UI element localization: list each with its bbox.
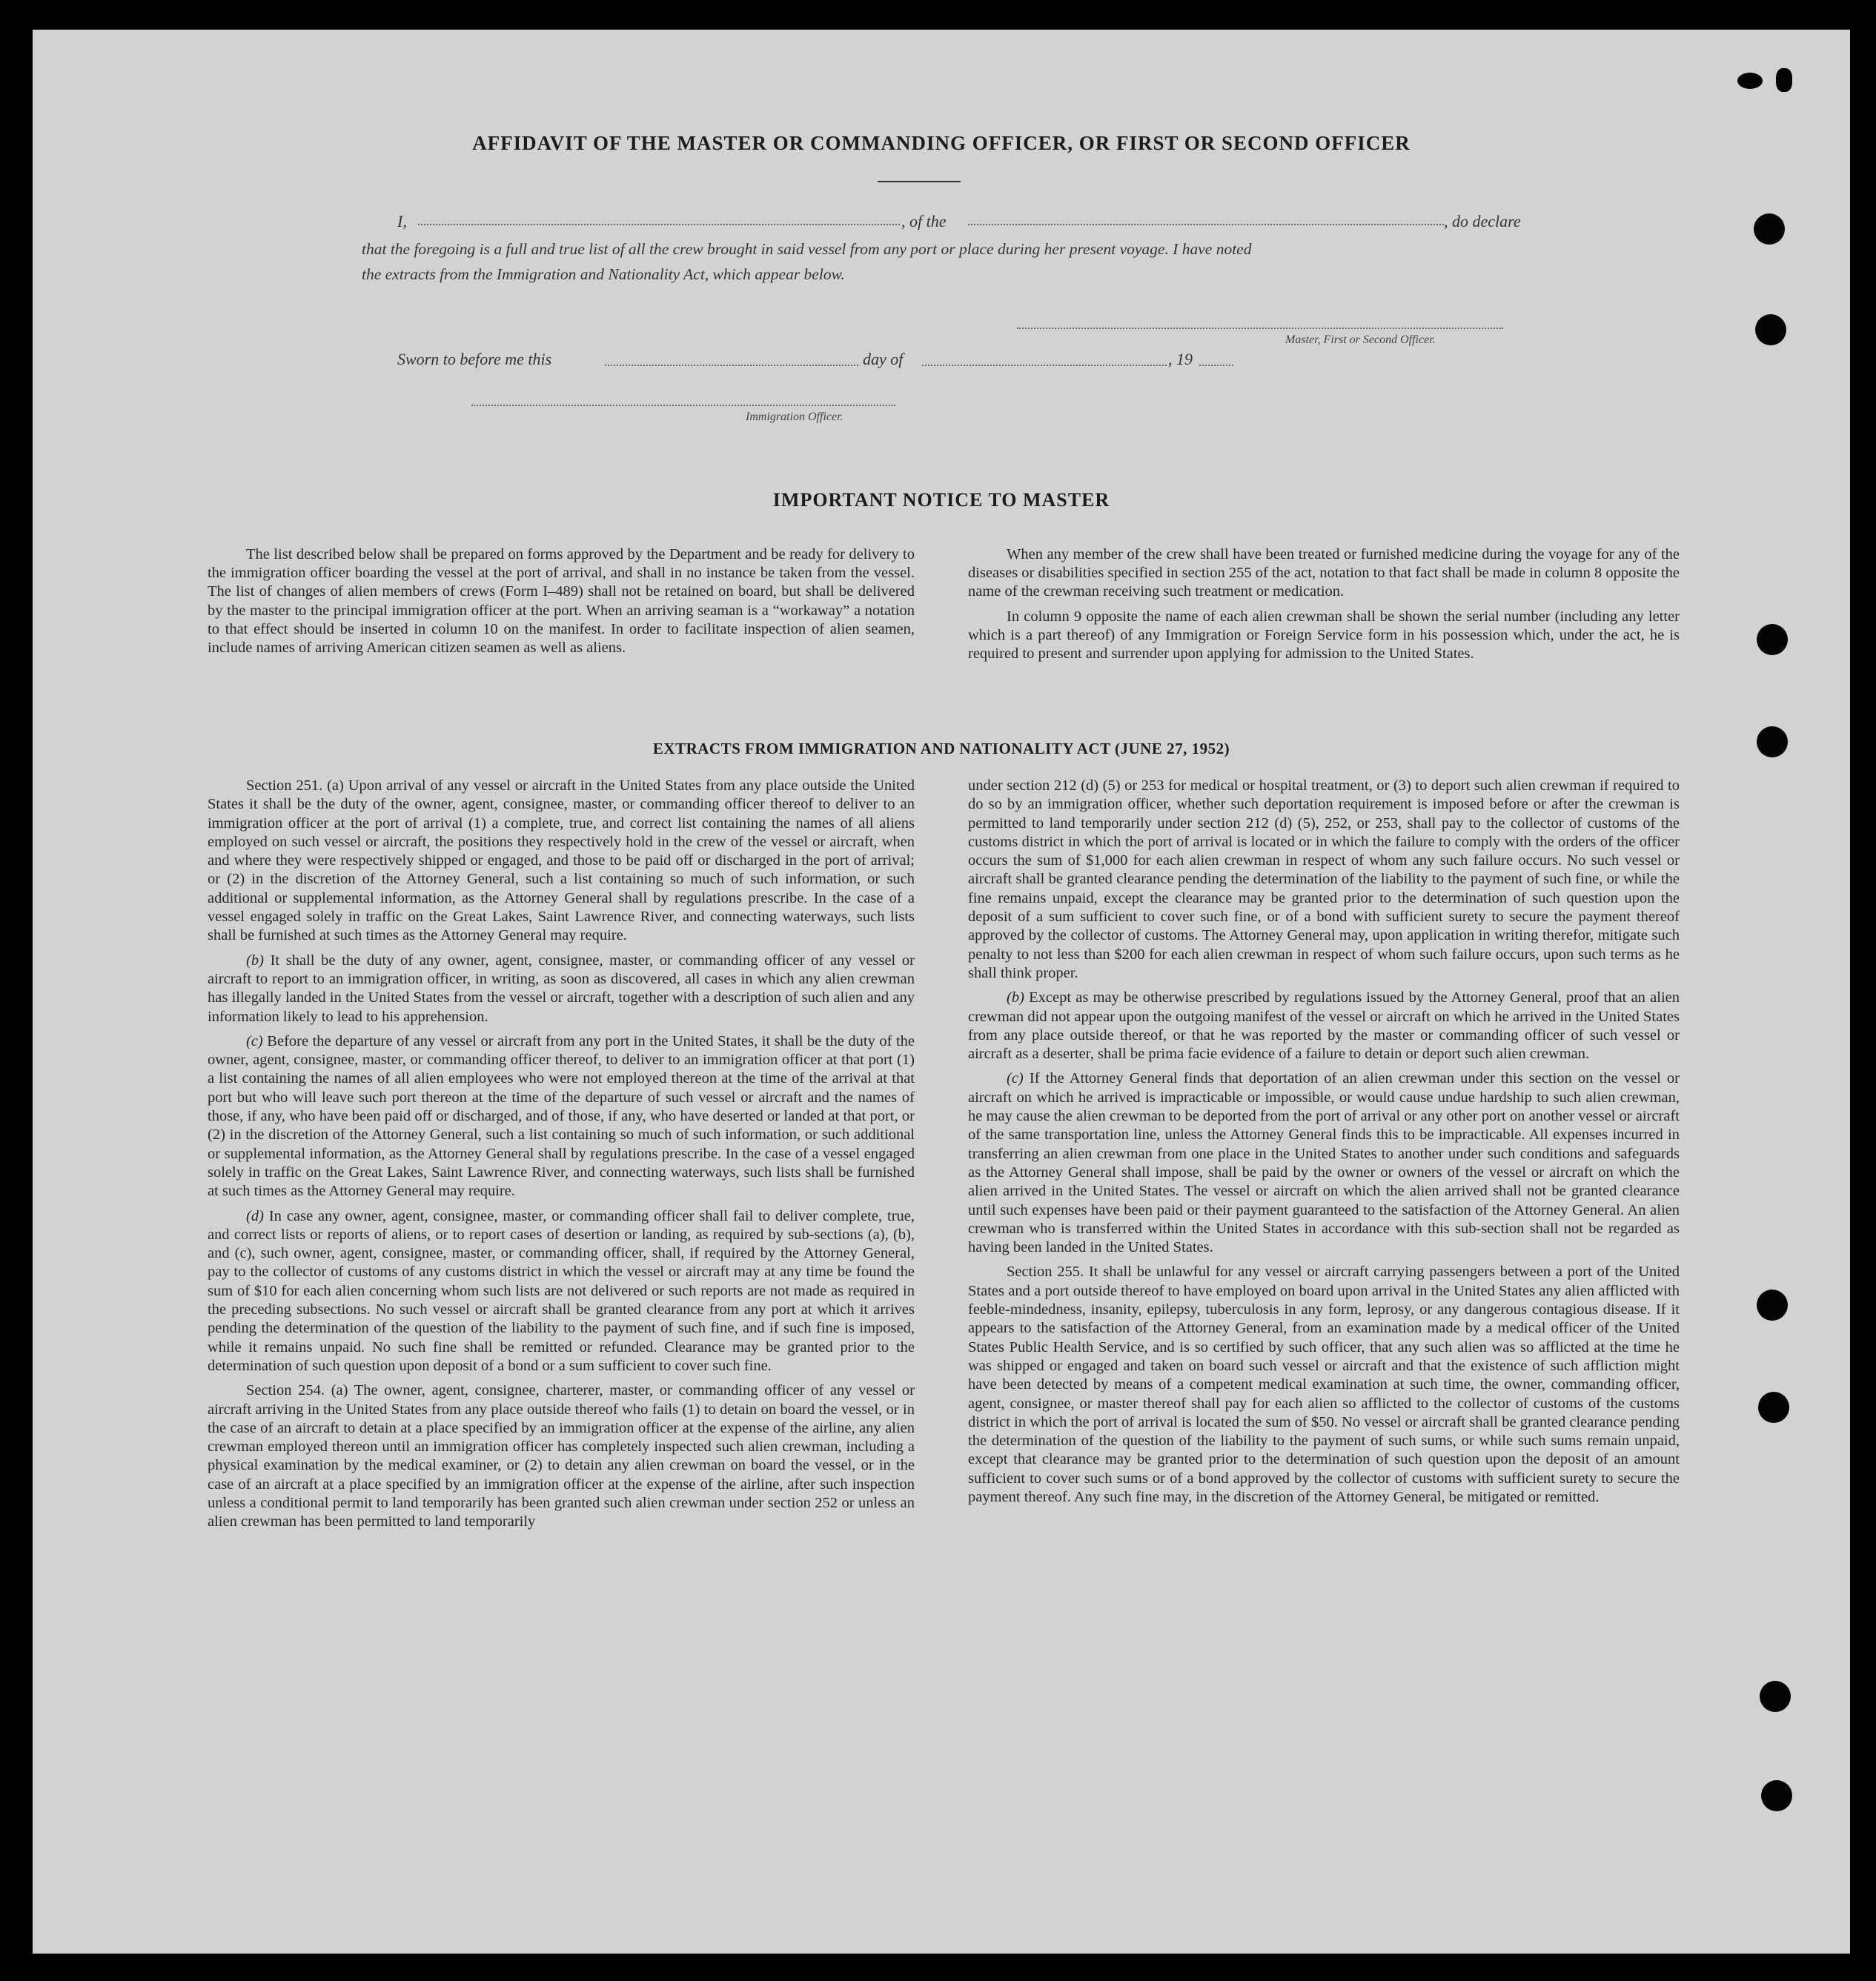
year-label: , 19 [1168, 350, 1193, 368]
extracts-left-column [208, 777, 915, 1538]
binder-hole [1757, 1290, 1788, 1321]
section-label: (b) [1007, 989, 1024, 1006]
section-255: Section 255. It shall be unlawful for any vessel or aircraft carrying passengers between a port of the United States and a port outside thereof to have employed on board upon arrival in the United States any alien afflicted with feeble-mindedness, insanity, epilepsy, tuberculosis in any form, leprosy, or any dangerous contagious disease. If it appears to the satisfaction of the Attorney General, from an examination made by a medical officer of the United States Public Health Service, and is so certified by such officer, that any such alien was so afflicted at the time he was shipped or engaged and taken on board such vessel or aircraft and that the existence of such affliction might have been detected by means of a competent medical examination at such time, the owner, commanding officer, agent, consignee, or master thereof shall pay for each alien so afflicted to the collector of customs of the customs district in which the port of arrival is located the sum of $50. No vessel or aircraft shall be granted clearance pending the determination of the question of the liability to the payment of such sums, or while such sums remain unpaid, except that clearance may be granted prior to the determination of such question upon the deposit of an amount sufficient to cover such sums or of a bond approved by the collector of customs with sufficient surety to secure the payment thereof. Any such fine may, in the discretion of the Attorney General, be mitigated or remitted. [968, 1264, 1680, 1505]
section-254-c: (c) If the Attorney General finds that deportation of an alien crewman under this section on the vessel or aircraft on which he arrived is impracticable or impossible, or would cause undue hardship to such alien crewman, he may cause the alien crewman to be deported from the port of arrival or any other port on another vessel or aircraft of the same transportation line, unless the Attorney General finds this to be impracticable. All expenses incurred in transferring an alien crewman from one place in the United States to another under such conditions and safeguards as the Attorney General shall impose, shall be paid by the owner or owners of the vessel or aircraft on which the alien arrived in the United States. The vessel or aircraft on which the alien arrived shall not be granted clearance until such expenses have been paid or their payment guaranteed to the satisfaction of the Attorney General. An alien crewman who is transferred within the United States in accordance with this sub-section shall not be regarded as having been landed in the United States. [968, 1070, 1680, 1256]
section-251-a: Section 251. (a) Upon arrival of any vessel or aircraft in the United States from any place outside the United States it shall be the duty of the owner, agent, consignee, master, or commanding officer thereof to deliver to an immigration officer at the port of arrival (1) a complete, true, and correct list containing the names of all aliens employed on such vessel or aircraft, the positions they respectively hold in the crew of the vessel or aircraft, when and where they were respectively shipped or engaged, and those to be paid off or discharged in the port of arrival; or (2) in the discretion of the Attorney General, such a list containing so much of such information, or such additional or supplemental information, as the Attorney General shall by regulations prescribe. In the case of a vessel engaged solely in traffic on the Great Lakes, Saint Lawrence River, and connecting waterways, such lists shall be furnished at such times as the Attorney General may require. [208, 777, 915, 944]
do-declare-label: , do declare [1444, 212, 1521, 230]
binder-hole [1757, 624, 1788, 655]
vessel-field[interactable] [968, 224, 1444, 225]
section-254-b: (b) Except as may be otherwise prescribed by regulations issued by the Attorney General, proof that an alien crewman did not appear upon the outgoing manifest of the vessel or aircraft on which he arrived in the United States from any place outside thereof, or that he was reported by the master or commanding officer of such vessel or aircraft as a deserter, shall be prima facie evidence of a failure to detain or deport such alien crewman. [968, 989, 1680, 1063]
notice-right-column [968, 545, 1680, 669]
binder-hole [1755, 314, 1786, 345]
officer-signature-line[interactable] [471, 405, 895, 406]
notice-left-column [208, 545, 915, 663]
section-251-c: (c) Before the departure of any vessel or aircraft from any port in the United States, it shall be the duty of the owner, agent, consignee, master, or commanding officer thereof, to deliver to an immigration officer at that port (1) a list containing the names of all alien employees who were not employed thereon at the time of the arrival at that port but who will leave such port thereon at the time of the departure of such vessel or aircraft and the names of those, if any, who have been paid off or discharged, and of those, if any, who have deserted or landed at that port, or (2) in the discretion of the Attorney General, such a list containing so much of such information, or such additional or supplemental information, as the Attorney General shall by regulations prescribe. In the case of a vessel engaged solely in traffic on the Great Lakes, Saint Lawrence River, and connecting waterways, such lists shall be furnished at such times as the Attorney General may require. [208, 1032, 915, 1200]
binder-hole [1760, 1681, 1791, 1712]
name-field[interactable] [418, 224, 900, 225]
section-label: (c) [1007, 1070, 1024, 1087]
section-254-a-continued: under section 212 (d) (5) or 253 for medical or hospital treatment, or (3) to deport such alien crewman if required to do so by an immigration officer, whether such deportation requirement is imposed before or after the crewman is permitted to land temporarily under section 212 (d) (5), 252, or 253, shall pay to the collector of customs of the customs district in which the port of arrival is located or in which the failure to comply with the orders of the officer occurs the sum of $1,000 for each alien crewman in respect of whom any such failure occurs. No such vessel or aircraft shall be granted clearance pending the determination of the liability to the payment of such fine, or while the fine remains unpaid, except the clearance may be granted prior to the determination of such question upon the deposit of a sum sufficient to cover such fine, or of a bond with sufficient surety to secure the payment thereof approved by the collector of customs. The Attorney General may, upon application in writing therefor, mitigate such penalty to not less than $200 for each alien crewman in respect of whom such failure occurs, upon such terms as he shall think proper. [968, 777, 1680, 981]
extracts-title: EXTRACTS FROM IMMIGRATION AND NATIONALITY ACT (JUNE 27, 1952) [652, 740, 1230, 757]
sworn-day-field[interactable] [605, 365, 858, 366]
binder-hole [1758, 1392, 1789, 1423]
section-251-d: (d) In case any owner, agent, consignee, master, or commanding officer shall fail to deliver complete, true, and correct lists or reports of aliens, or to report cases of desertion or landing, as required by sub-sections (a), (b), and (c), such owner, agent, consignee, master, or commanding officer, shall, if required by the Attorney General, pay to the collector of customs of any customs district in which the vessel or aircraft may at any time be found the sum of $10 for each alien concerning whom such lists are not delivered or such reports are not made as required in the preceding subsections. No such vessel or aircraft shall be granted clearance from any port at which it arrives pending the determination of the question of the liability to the payment of such fine, and if such fine is imposed, while it remains unpaid. No such fine shall be remitted or refunded. Clearance may be granted prior to the determination of such question upon deposit of a bond or a sum sufficient to cover such fine. [208, 1207, 915, 1374]
declaration-line-1: that the foregoing is a full and true list of all the crew brought in said vessel from any port or place during her present voyage. I have noted [362, 240, 1252, 258]
section-label: Section 255. [1007, 1264, 1084, 1281]
notice-right-paragraph-2: In column 9 opposite the name of each alien crewman shall be shown the serial number (including any letter which is a part thereof) of any Immigration or Foreign Service form in his possession which, under the act, he is required to present and surrender upon applying for admission to the United States. [968, 608, 1680, 663]
affidavit-title: AFFIDAVIT OF THE MASTER OR COMMANDING OFFICER, OR FIRST OR SECOND OFFICER [472, 132, 1411, 154]
binder-hole [1776, 68, 1792, 92]
binder-hole [1737, 73, 1763, 89]
notice-left-paragraph: The list described below shall be prepared on forms approved by the Department and be ready for delivery to the immigration officer boarding the vessel at the port of arrival, and shall in no instance be taken from the vessel. The list of changes of alien members of crews (Form I–489) shall not be retained on board, but shall be delivered by the master to the principal immigration officer at the port. When an arriving seaman is a “workaway” a notation to that effect should be inserted in column 10 on the manifest. In order to facilitate inspection of alien seamen, include names of arriving American citizen seamen as well as aliens. [208, 546, 915, 657]
officer-caption: Immigration Officer. [746, 411, 843, 423]
sworn-label: Sworn to before me this [397, 350, 552, 368]
extracts-right-column [968, 777, 1680, 1513]
section-label: (c) [246, 1032, 263, 1049]
notice-title: IMPORTANT NOTICE TO MASTER [772, 489, 1110, 511]
day-of-label: day of [863, 350, 904, 368]
title-underline [878, 181, 961, 182]
declaration-line-2: the extracts from the Immigration and Nationality Act, which appear below. [362, 265, 845, 283]
binder-hole [1754, 213, 1785, 245]
section-label: Section 251. (a) [246, 777, 344, 794]
section-label: (d) [246, 1207, 264, 1224]
of-the-label: , of the [901, 212, 947, 230]
section-254-a: Section 254. (a) The owner, agent, consignee, charterer, master, or commanding officer of any vessel or aircraft arriving in the United States from any place outside thereof who fails (1) to detain on board the vessel, or in the case of an aircraft to detain at a place specified by an immigration officer at the expense of the airline, any alien crewman employed thereon until an immigration officer has completely inspected such alien crewman, including a physical examination by the medical examiner, or (2) to detain any alien crewman on board the vessel, or in the case of an aircraft at a place specified by an immigration officer at the expense of the airline, after such inspection unless a conditional permit to land temporarily has been granted such alien crewman under section 252 or unless an alien crewman has been permitted to land temporarily [208, 1382, 915, 1530]
document-page [33, 30, 1850, 1954]
section-label: Section 254. (a) [246, 1382, 348, 1399]
binder-hole [1761, 1780, 1792, 1811]
section-label: (b) [246, 952, 264, 969]
notice-right-paragraph-1: When any member of the crew shall have been treated or furnished medicine during the voyage for any of the diseases or disabilities specified in section 255 of the act, notation to that fact shall be made in column 8 opposite the name of the crewman receiving such treatment or medication. [968, 546, 1680, 600]
master-signature-line[interactable] [1017, 328, 1503, 329]
i-label: I, [397, 212, 407, 230]
section-251-b: (b) It shall be the duty of any owner, agent, consignee, master, or commanding officer of any vessel or aircraft to report to an immigration officer, in writing, as soon as discovered, all cases in which any alien crewman has illegally landed in the United States from the vessel or aircraft, together with a description of such alien and any information likely to lead to his apprehension. [208, 952, 915, 1025]
master-signature-caption: Master, First or Second Officer. [1285, 334, 1436, 346]
sworn-month-field[interactable] [922, 365, 1167, 366]
sworn-year-field[interactable] [1199, 365, 1233, 366]
